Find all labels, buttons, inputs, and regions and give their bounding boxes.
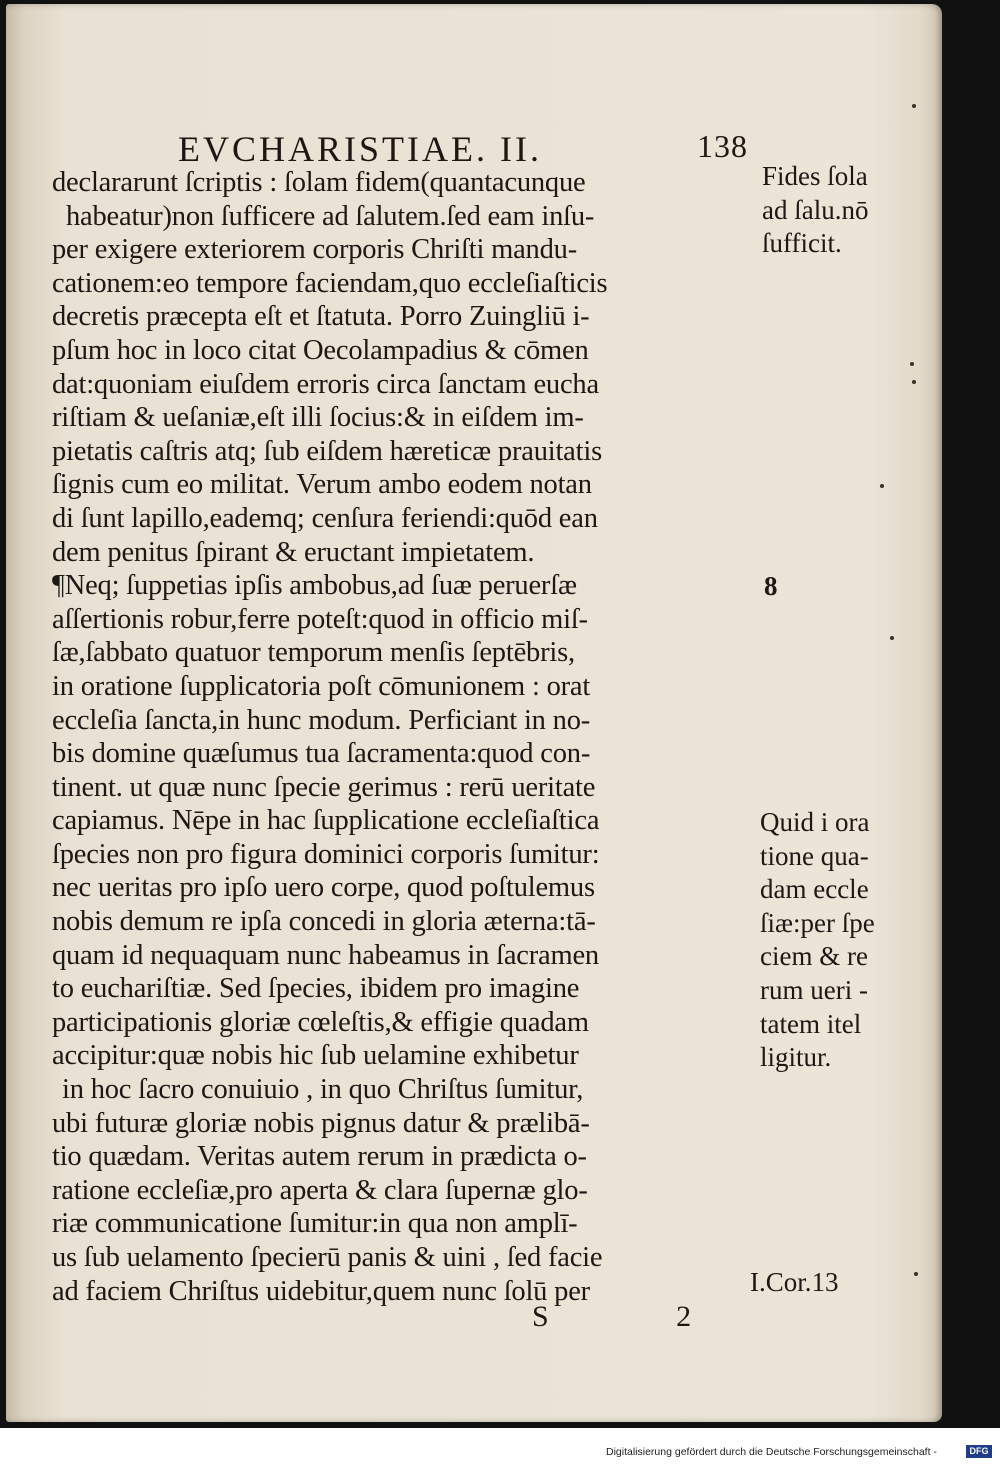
- text-line: ſæ,ſabbato quatuor temporum menſis ſeptēbris,: [52, 637, 575, 669]
- text-line: tinent. ut quæ nunc ſpecie gerimus : rerū ueritate: [52, 771, 596, 803]
- dfg-logo[interactable]: DFG: [966, 1445, 992, 1458]
- text-line: ratione eccleſiæ,pro aperta & clara ſupernæ glo-: [52, 1174, 588, 1206]
- marginal-note-line: tatem itel: [760, 1008, 862, 1039]
- marginal-note-line: rum ueri -: [760, 974, 868, 1005]
- marginal-note-line: ciem & re: [760, 941, 868, 972]
- text-line: nec ueritas pro ipſo uero corpe, quod poſtulemus: [52, 872, 595, 904]
- marginal-note-citation: I.Cor.13: [750, 1267, 839, 1297]
- text-line: in hoc ſacro conuiuio , in quo Chriſtus ſumitur,: [62, 1074, 584, 1106]
- text-line: us ſub uelamento ſpecierū panis & uini , ſed facie: [52, 1242, 603, 1273]
- foxing-speck: [912, 104, 916, 108]
- marginal-note-line: Quid i ora: [760, 807, 870, 837]
- marginal-note-line: ad ſalu.nō: [762, 194, 869, 225]
- text-line: in oratione ſupplicatoria poſt cōmunionem : orat: [52, 670, 591, 702]
- marginal-note-line: Fides ſola: [762, 161, 868, 191]
- text-line: pietatis caſtris atq; ſub eiſdem hæreticæ prauitatis: [52, 435, 602, 467]
- marginal-note-quid: [760, 806, 875, 1075]
- text-line: ¶Neq; ſuppetias ipſis ambobus,ad ſuæ peruerſæ: [52, 570, 577, 602]
- text-line: quam id nequaquam nunc habeamus in ſacramen: [52, 939, 599, 971]
- signature-mark: S 2: [532, 1300, 752, 1333]
- text-line: accipitur:quæ nobis hic ſub uelamine exhibetur: [52, 1040, 579, 1072]
- foxing-speck: [914, 1272, 918, 1276]
- text-line: bis domine quæſumus tua ſacramenta:quod con-: [52, 738, 591, 770]
- text-line: decretis præcepta eſt et ſtatuta. Porro Zuingliū i-: [52, 301, 590, 333]
- text-line: riſtiam & ueſaniæ,eſt illi ſocius:& in eiſdem im-: [52, 402, 584, 434]
- marginal-note-line: dam eccle: [760, 874, 869, 905]
- marginal-note-line: ſufficit.: [762, 228, 842, 259]
- funding-credit: Digitalisierung gefördert durch die Deutsche Forschungsgemeinschaft -: [606, 1446, 937, 1458]
- marginal-paragraph-mark: 8: [764, 571, 778, 601]
- running-title: EVCHARISTIAE. II.: [178, 129, 542, 169]
- text-line: ſpecies non pro figura dominici corporis ſumitur:: [52, 838, 600, 870]
- text-line: habeatur)non ſufficere ad ſalutem.ſed eam inſu-: [66, 200, 595, 232]
- text-line: ſignis cum eo militat. Verum ambo eodem notan: [52, 469, 592, 501]
- text-line: per exigere exteriorem corporis Chriſti mandu-: [52, 234, 577, 266]
- text-line: pſum hoc in loco citat Oecolampadius & cōmen: [52, 334, 589, 366]
- text-line: di ſunt lapillo,eademq; cenſura feriendi:quōd ean: [52, 502, 598, 534]
- text-line: ubi futuræ gloriæ nobis pignus datur & prælibā-: [52, 1107, 590, 1139]
- text-line: tio quædam. Veritas autem rerum in prædicta o-: [52, 1141, 587, 1173]
- marginal-note-line: ligitur.: [760, 1042, 832, 1073]
- text-line: ad faciem Chriſtus uidebitur,quem nunc ſolū per: [52, 1275, 590, 1307]
- foxing-speck: [912, 380, 916, 384]
- text-line: dem penitus ſpirant & eructant impietatem.: [52, 536, 535, 568]
- main-text-block: [52, 166, 752, 1308]
- text-line: eccleſia ſancta,in hunc modum. Perficiant in no-: [52, 704, 591, 736]
- running-header: [178, 128, 748, 168]
- text-line: participationis gloriæ cœleſtis,& effigie quadam: [52, 1006, 589, 1038]
- foxing-speck: [910, 362, 914, 366]
- foxing-speck: [890, 636, 894, 640]
- foxing-speck: [880, 484, 884, 488]
- text-line: riæ communicatione ſumitur:in qua non amplī-: [52, 1208, 578, 1240]
- marginal-note-line: ſiæ:per ſpe: [760, 907, 875, 938]
- text-line: declararunt ſcriptis : ſolam fidem(quantacunque: [52, 167, 586, 198]
- folio-number: 138: [697, 128, 748, 164]
- marginal-note-fides: [762, 160, 868, 261]
- text-line: dat:quoniam eiuſdem erroris circa ſanctam eucha: [52, 368, 599, 400]
- text-line: to euchariſtiæ. Sed ſpecies, ibidem pro imagine: [52, 973, 580, 1005]
- text-line: nobis demum re ipſa concedi in gloria æterna:tā-: [52, 906, 596, 938]
- text-line: capiamus. Nēpe in hac ſupplicatione eccleſiaſtica: [52, 805, 600, 837]
- marginal-note-line: tione qua-: [760, 840, 869, 871]
- text-line: aſſertionis robur,ferre poteſt:quod in officio miſ-: [52, 603, 588, 635]
- text-line: cationem:eo tempore faciendam,quo eccleſiaſticis: [52, 267, 608, 299]
